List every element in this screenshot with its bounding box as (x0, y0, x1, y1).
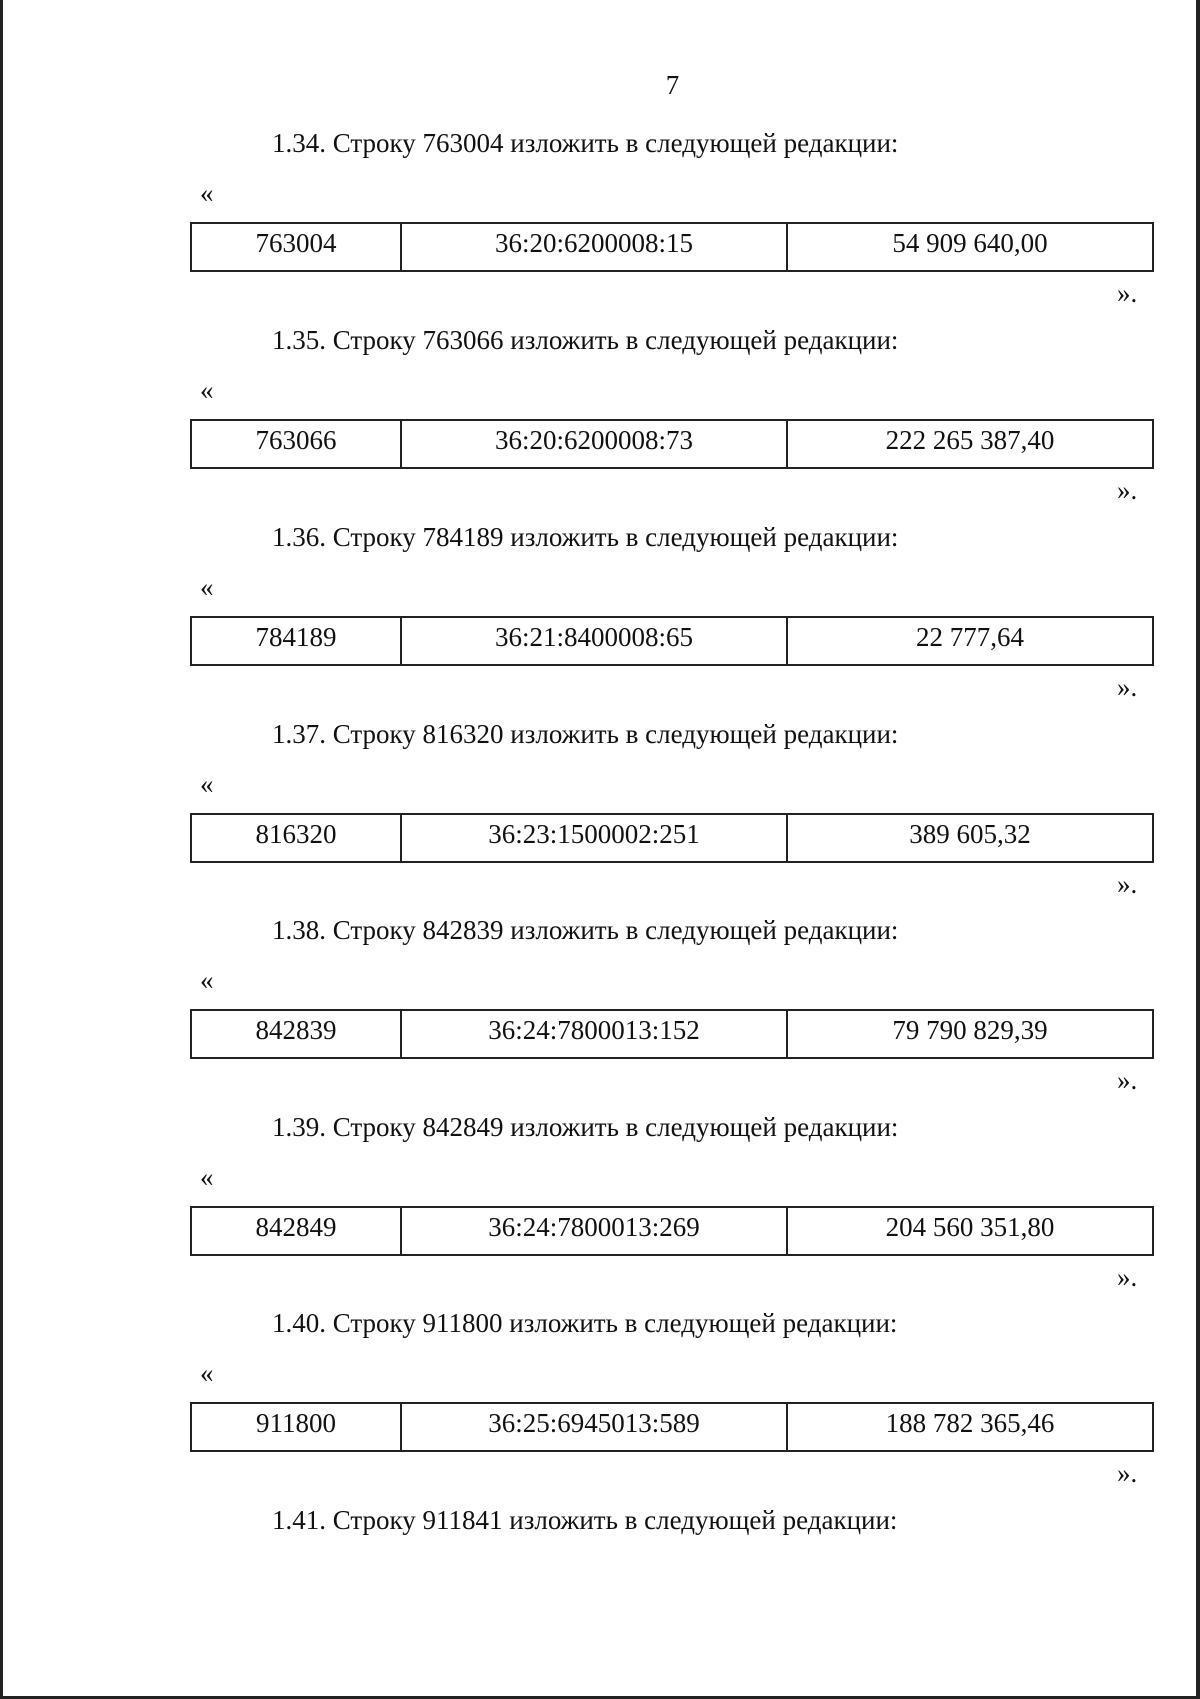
amendment-heading: 1.38. Строку 842839 изложить в следующей редакции: (272, 915, 899, 945)
amendment-heading: 1.40. Строку 911800 изложить в следующей редакции: (272, 1308, 898, 1338)
row-code-cell: 911800 (192, 1404, 402, 1450)
amendment-heading: 1.37. Строку 816320 изложить в следующей редакции: (272, 719, 899, 749)
table-row (190, 1206, 1154, 1256)
row-code-cell: 816320 (192, 815, 402, 861)
open-quote: « (200, 965, 214, 995)
open-quote: « (200, 375, 214, 405)
row-code-cell: 763004 (192, 224, 402, 270)
open-quote: « (200, 1162, 214, 1192)
cadastral-number-cell: 36:20:6200008:15 (402, 224, 788, 270)
cadastral-number-cell: 36:24:7800013:269 (402, 1208, 788, 1254)
cadastral-number-cell: 36:24:7800013:152 (402, 1011, 788, 1057)
value-cell: 54 909 640,00 (892, 228, 1048, 258)
table-row (190, 616, 1154, 666)
value-cell: 22 777,64 (916, 622, 1024, 652)
table-row (190, 813, 1154, 863)
cadastral-number-cell: 36:25:6945013:589 (402, 1404, 788, 1450)
value-cell: 222 265 387,40 (885, 425, 1055, 455)
cadastral-number-cell: 36:23:1500002:251 (402, 815, 788, 861)
table-row (190, 1009, 1154, 1059)
amendment-heading: 1.36. Строку 784189 изложить в следующей редакции: (272, 522, 899, 552)
amendment-heading: 1.41. Строку 911841 изложить в следующей редакции: (272, 1505, 898, 1535)
cadastral-number-cell: 36:20:6200008:73 (402, 421, 788, 467)
page-number: 7 (665, 70, 680, 100)
row-code-cell: 763066 (192, 421, 402, 467)
close-quote: ». (1117, 869, 1138, 899)
close-quote: ». (1117, 1458, 1138, 1488)
amendment-heading: 1.35. Строку 763066 изложить в следующей редакции: (272, 325, 899, 355)
value-cell: 188 782 365,46 (885, 1408, 1055, 1438)
table-row (190, 419, 1154, 469)
open-quote: « (200, 572, 214, 602)
open-quote: « (200, 769, 214, 799)
close-quote: ». (1117, 1262, 1138, 1292)
close-quote: ». (1117, 475, 1138, 505)
close-quote: ». (1117, 1065, 1138, 1095)
value-cell: 389 605,32 (909, 819, 1031, 849)
table-row (190, 1402, 1154, 1452)
table-row (190, 222, 1154, 272)
row-code-cell: 784189 (192, 618, 402, 664)
amendment-heading: 1.39. Строку 842849 изложить в следующей редакции: (272, 1112, 899, 1142)
value-cell: 79 790 829,39 (892, 1015, 1048, 1045)
close-quote: ». (1117, 278, 1138, 308)
value-cell: 204 560 351,80 (885, 1212, 1055, 1242)
close-quote: ». (1117, 672, 1138, 702)
amendment-heading: 1.34. Строку 763004 изложить в следующей редакции: (272, 128, 899, 158)
row-code-cell: 842849 (192, 1208, 402, 1254)
cadastral-number-cell: 36:21:8400008:65 (402, 618, 788, 664)
open-quote: « (200, 1358, 214, 1388)
row-code-cell: 842839 (192, 1011, 402, 1057)
open-quote: « (200, 178, 214, 208)
